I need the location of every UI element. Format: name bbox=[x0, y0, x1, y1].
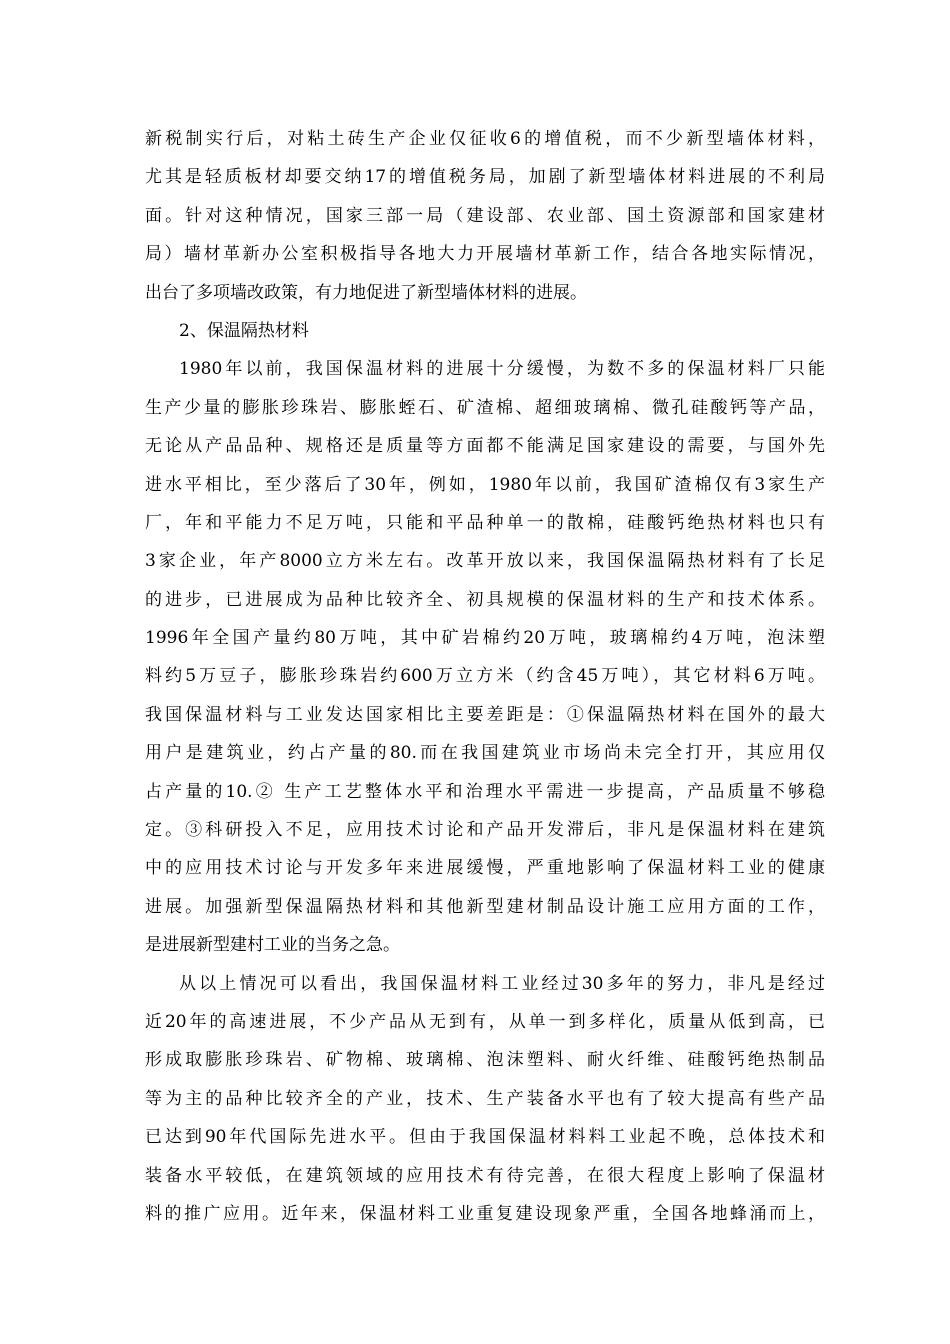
text-line: 我国保温材料与工业发达国家相比主要差距是：①保温隔热材料在国外的最大 bbox=[145, 704, 825, 725]
text-line: 1996年全国产量约80万吨，其中矿岩棉约20万吨，玻璃棉约4万吨，泡沫塑 bbox=[145, 628, 825, 649]
text-line: 1980年以前，我国保温材料的进展十分缓慢，为数不多的保温材料厂只能 bbox=[179, 359, 825, 380]
text-line: 面。针对这种情况，国家三部一局（建设部、农业部、国土资源部和国家建材 bbox=[145, 205, 825, 226]
text-line: 厂，年和平能力不足万吨，只能和平品种单一的散棉，硅酸钙绝热材料也只有 bbox=[145, 512, 825, 533]
text-line: 尤其是轻质板材却要交纳17的增值税务局，加剧了新型墙体材料进展的不利局 bbox=[145, 167, 825, 188]
body-text bbox=[145, 120, 825, 1233]
text-line: 装备水平较低，在建筑领域的应用技术有待完善，在很大程度上影响了保温材 bbox=[145, 1165, 825, 1186]
text-line: 生产少量的膨胀珍珠岩、膨胀蛭石、矿渣棉、超细玻璃棉、微孔硅酸钙等产品， bbox=[145, 397, 825, 418]
text-line: 是进展新型建村工业的当务之急。 bbox=[145, 935, 400, 956]
text-line: 局）墙材革新办公室积极指导各地大力开展墙材革新工作，结合各地实际情况， bbox=[145, 244, 825, 265]
text-line: 中的应用技术讨论与开发多年来进展缓慢，严重地影响了保温材料工业的健康 bbox=[145, 858, 825, 879]
text-line: 形成取膨胀珍珠岩、矿物棉、玻璃棉、泡沫塑料、耐火纤维、硅酸钙绝热制品 bbox=[145, 1050, 825, 1071]
text-line: 料约5万豆子，膨胀珍珠岩约600万立方米（约含45万吨），其它材料6万吨。 bbox=[145, 666, 825, 687]
text-line: 从以上情况可以看出，我国保温材料工业经过30多年的努力，非凡是经过 bbox=[179, 973, 825, 994]
text-line: 已达到90年代国际先进水平。但由于我国保温材料料工业起不晚，总体技术和 bbox=[145, 1127, 825, 1148]
text-line: 出台了多项墙改政策，有力地促进了新型墙体材料的进展。 bbox=[145, 282, 587, 303]
text-line: 占产量的10.② 生产工艺整体水平和治理水平需进一步提高，产品质量不够稳 bbox=[145, 781, 825, 802]
text-line: 新税制实行后，对粘土砖生产企业仅征收6的增值税，而不少新型墙体材料， bbox=[145, 129, 825, 149]
text-line: 3家企业，年产8000立方米左右。改革开放以来，我国保温隔热材料有了长足 bbox=[145, 551, 825, 572]
text-line: 用户是建筑业，约占产量的80.而在我国建筑业市场尚未完全打开，其应用仅 bbox=[145, 743, 825, 764]
section-heading: 2、保温隔热材料 bbox=[179, 320, 309, 341]
text-line: 的进步，已进展成为品种比较齐全、初具规模的保温材料的生产和技术体系。 bbox=[145, 589, 825, 610]
text-line: 进展。加强新型保温隔热材料和其他新型建材制品设计施工应用方面的工作， bbox=[145, 896, 825, 917]
text-line: 料的推广应用。近年来，保温材料工业重复建设现象严重，全国各地蜂涌而上， bbox=[145, 1203, 825, 1224]
text-line: 无论从产品品种、规格还是质量等方面都不能满足国家建设的需要，与国外先 bbox=[145, 436, 825, 457]
text-line: 进水平相比，至少落后了30年，例如，1980年以前，我国矿渣棉仅有3家生产 bbox=[145, 474, 825, 495]
text-line: 定。③科研投入不足，应用技术讨论和产品开发滞后，非凡是保温材料在建筑 bbox=[145, 820, 825, 841]
text-line: 近20年的高速进展，不少产品从无到有，从单一到多样化，质量从低到高，已 bbox=[145, 1011, 825, 1032]
text-line: 等为主的品种比较齐全的产业，技术、生产装备水平也有了较大提高有些产品 bbox=[145, 1088, 825, 1109]
